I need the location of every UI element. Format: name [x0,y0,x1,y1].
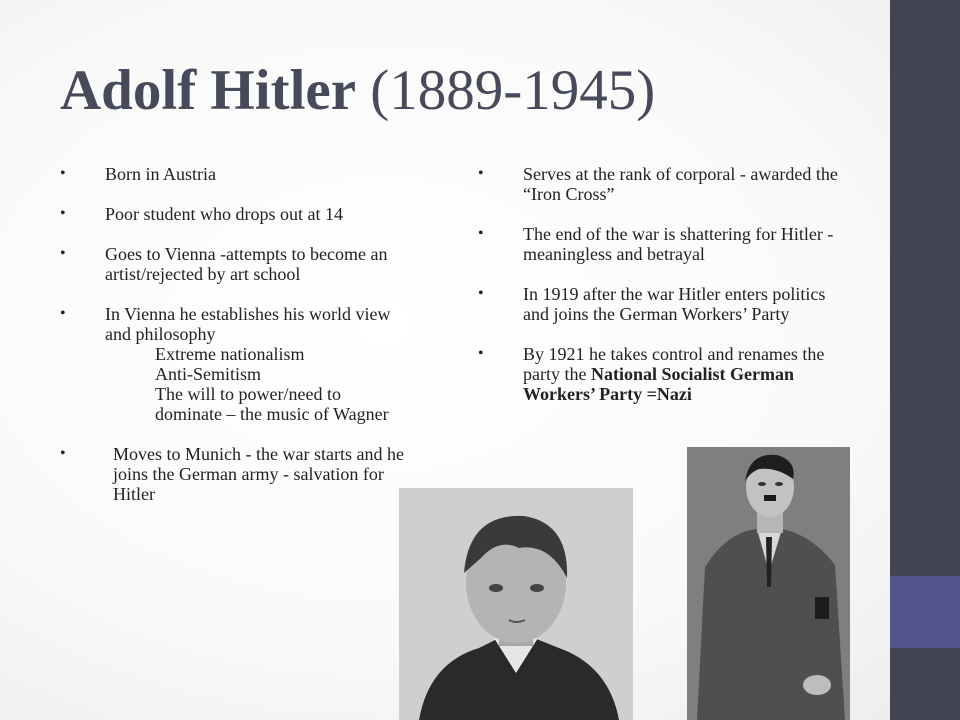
bullet-item [478,284,838,324]
bullet-text: Born in Austria [105,164,216,184]
bullet-text: Poor student who drops out at 14 [105,204,343,224]
left-bullet-list [60,164,405,504]
side-accent-block [890,576,960,648]
sub-bullet-item: Anti-Semitism [155,364,262,384]
bullet-text: Goes to Vienna -attempts to become an artist/rejected by art school [105,244,388,284]
bullet-item [60,204,405,224]
young-portrait-photo [399,488,633,720]
bullet-text-bold: National Socialist German Workers’ Party =Nazi [523,364,794,404]
bullet-text: By 1921 he takes control and renames the party the [523,344,825,384]
title-dates: (1889-1945) [356,59,656,122]
bullet-text: In 1919 after the war Hitler enters politics and joins the German Workers’ Party [523,284,826,324]
bullet-text: In Vienna he establishes his world view and philosophy [105,304,391,344]
bullet-item [60,444,405,504]
portrait-photo-icon [687,447,850,720]
right-bullet-list [478,164,838,404]
bullet-text: The end of the war is shattering for Hitler - meaningless and betrayal [523,224,834,264]
bullet-text: • Moves to Munich - the war starts and he joins the German army - salvation for Hitler [113,444,404,504]
title-name: Adolf Hitler [60,59,357,122]
sub-bullet-item: The will to power/need to dominate – the music of Wagner [155,384,389,424]
bullet-item [478,164,838,204]
sub-bullet-item: Extreme nationalism [155,344,305,364]
bullet-item [60,164,405,184]
slide-title [60,56,655,126]
bullet-item [60,304,405,424]
adult-portrait-photo [687,447,850,720]
portrait-photo-icon [399,488,633,720]
sub-bullet-list [105,344,405,424]
bullet-item [478,224,838,264]
bullet-item [60,244,405,284]
bullet-text: Serves at the rank of corporal - awarded the “Iron Cross” [523,164,838,204]
bullet-item [478,344,838,404]
